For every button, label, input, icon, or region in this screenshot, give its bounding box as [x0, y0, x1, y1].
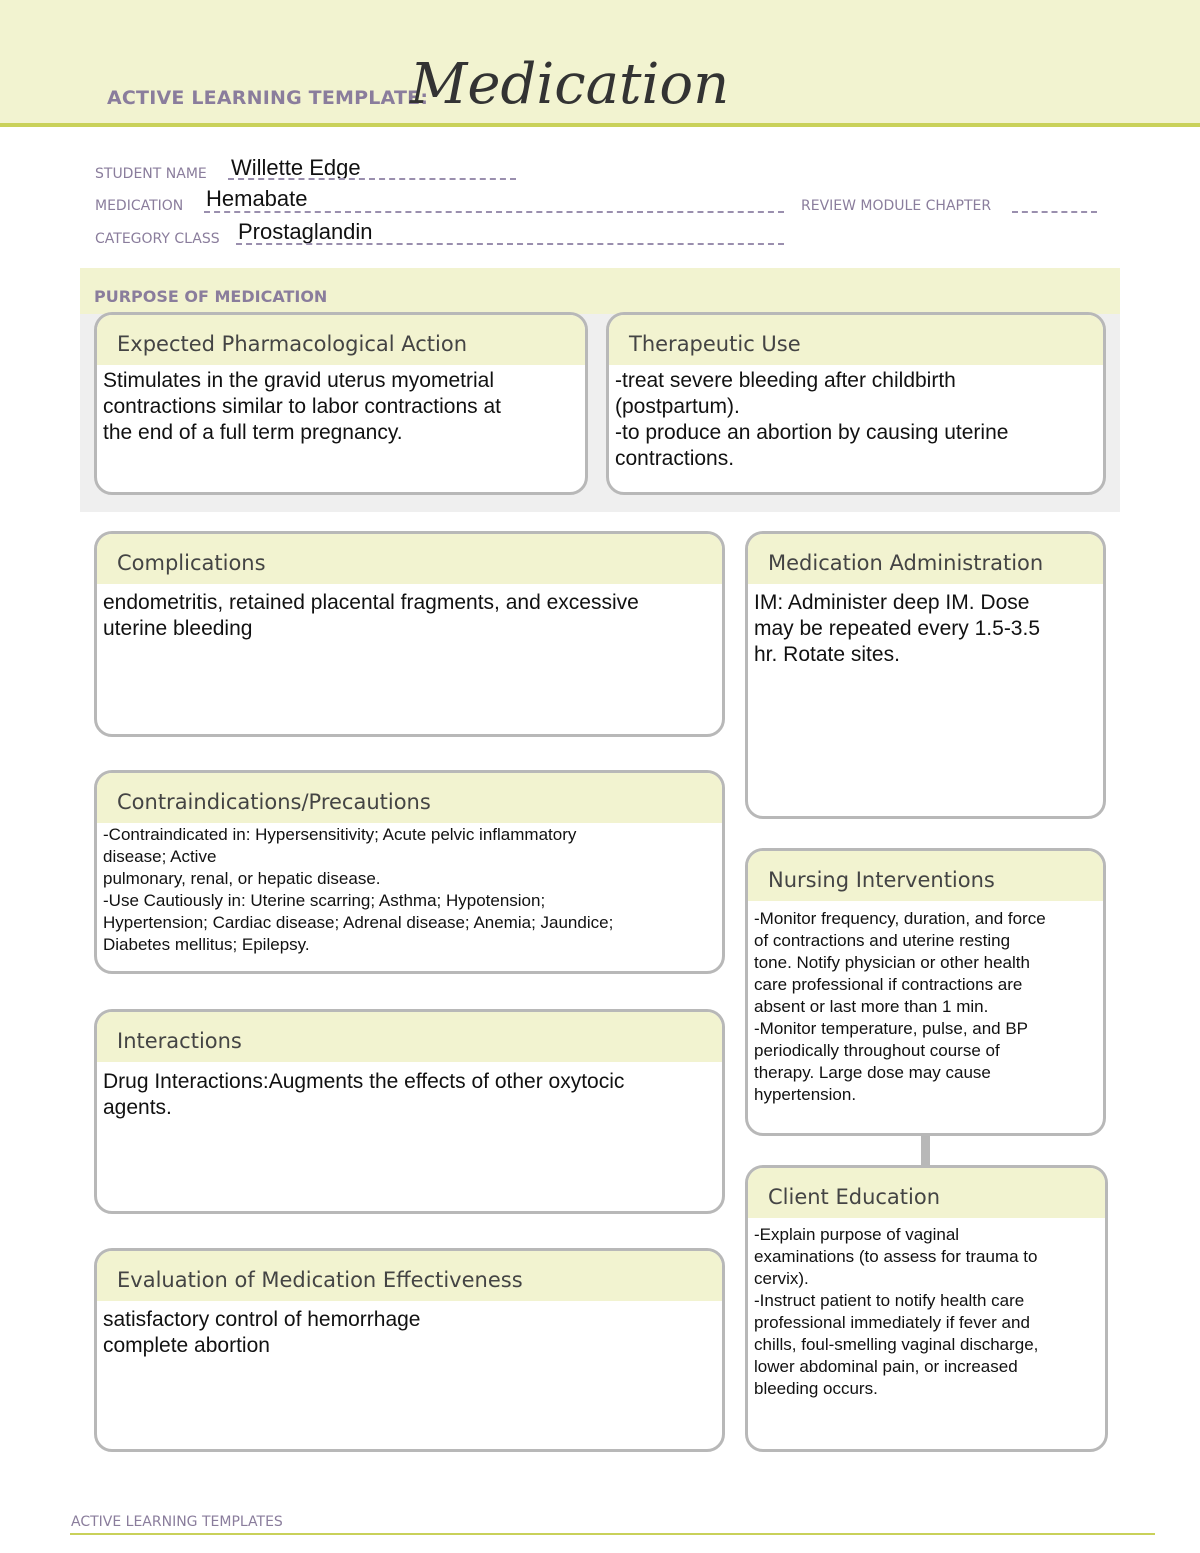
student-name-label: STUDENT NAME	[95, 166, 207, 182]
box-title: Medication Administration	[748, 534, 1103, 584]
box-text[interactable]: IM: Administer deep IM. Dose may be repeated every 1.5-3.5 hr. Rotate sites.	[754, 591, 1041, 666]
box-text[interactable]: satisfactory control of hemorrhage complete abortion	[103, 1308, 421, 1357]
contraindications-box	[94, 770, 725, 974]
review-module-label: REVIEW MODULE CHAPTER	[801, 198, 992, 214]
box-title: Complications	[97, 534, 722, 584]
box-title: Client Education	[748, 1168, 1105, 1218]
box-text[interactable]: endometritis, retained placental fragments, and excessive uterine bleeding	[103, 591, 639, 640]
therapeutic-use-box	[606, 312, 1106, 495]
box-text[interactable]: Stimulates in the gravid uterus myometrial contractions similar to labor contractions at the end of a full term pregnancy.	[103, 369, 502, 444]
footer-line	[70, 1533, 1155, 1535]
medication-label: MEDICATION	[95, 198, 184, 214]
medication-line	[204, 211, 784, 213]
medication-administration-box	[745, 531, 1106, 819]
student-name-line	[228, 178, 516, 180]
box-title: Contraindications/Precautions	[97, 773, 722, 823]
box-title: Nursing Interventions	[748, 851, 1103, 901]
category-class-label: CATEGORY CLASS	[95, 231, 220, 247]
review-module-field[interactable]	[1012, 211, 1097, 213]
evaluation-box	[94, 1248, 725, 1452]
student-name-field[interactable]: Willette Edge	[231, 155, 361, 180]
box-text[interactable]: -Monitor frequency, duration, and force of contractions and uterine resting tone. Notify physician or other health care professional if contractions are absent or last more than 1 min. -Monitor temperature, pulse, and BP periodically throughout course of therapy. Large dose may cause hypertension.	[754, 909, 1046, 1104]
complications-box	[94, 531, 725, 737]
footer-text: ACTIVE LEARNING TEMPLATES	[71, 1514, 283, 1530]
purpose-title: PURPOSE OF MEDICATION	[94, 287, 328, 306]
template-label: ACTIVE LEARNING TEMPLATE:	[107, 87, 429, 109]
page-title: Medication	[410, 52, 730, 117]
box-text[interactable]: -Contraindicated in: Hypersensitivity; Acute pelvic inflammatory disease; Active pulmonary, renal, or hepatic disease. -Use Cautiously in: Uterine scarring; Asthma; Hypotension; Hypertension; Cardiac disease; Adrenal disease; Anemia; Jaundice; Diabetes mellitus; Epilepsy.	[103, 825, 614, 954]
box-title: Expected Pharmacological Action	[97, 315, 585, 365]
box-text[interactable]: -Explain purpose of vaginal examinations (to assess for trauma to cervix). -Instruct patient to notify health care professional immediately if fever and chills, foul-smelling vaginal discharge, lower abdominal pain, or increased bleeding occurs.	[754, 1225, 1039, 1398]
category-class-line	[236, 243, 784, 245]
box-text[interactable]: Drug Interactions:Augments the effects of other oxytocic agents.	[103, 1070, 625, 1119]
category-class-field[interactable]: Prostaglandin	[238, 219, 373, 244]
box-title: Therapeutic Use	[609, 315, 1103, 365]
expected-action-box	[94, 312, 588, 495]
box-title: Evaluation of Medication Effectiveness	[97, 1251, 722, 1301]
interactions-box	[94, 1009, 725, 1214]
medication-field[interactable]: Hemabate	[206, 186, 308, 211]
box-text[interactable]: -treat severe bleeding after childbirth (postpartum). -to produce an abortion by causing uterine contractions.	[615, 369, 1009, 470]
nursing-interventions-box	[745, 848, 1106, 1136]
box-title: Interactions	[97, 1012, 722, 1062]
client-education-box	[745, 1165, 1108, 1452]
connector-line	[921, 1133, 930, 1168]
